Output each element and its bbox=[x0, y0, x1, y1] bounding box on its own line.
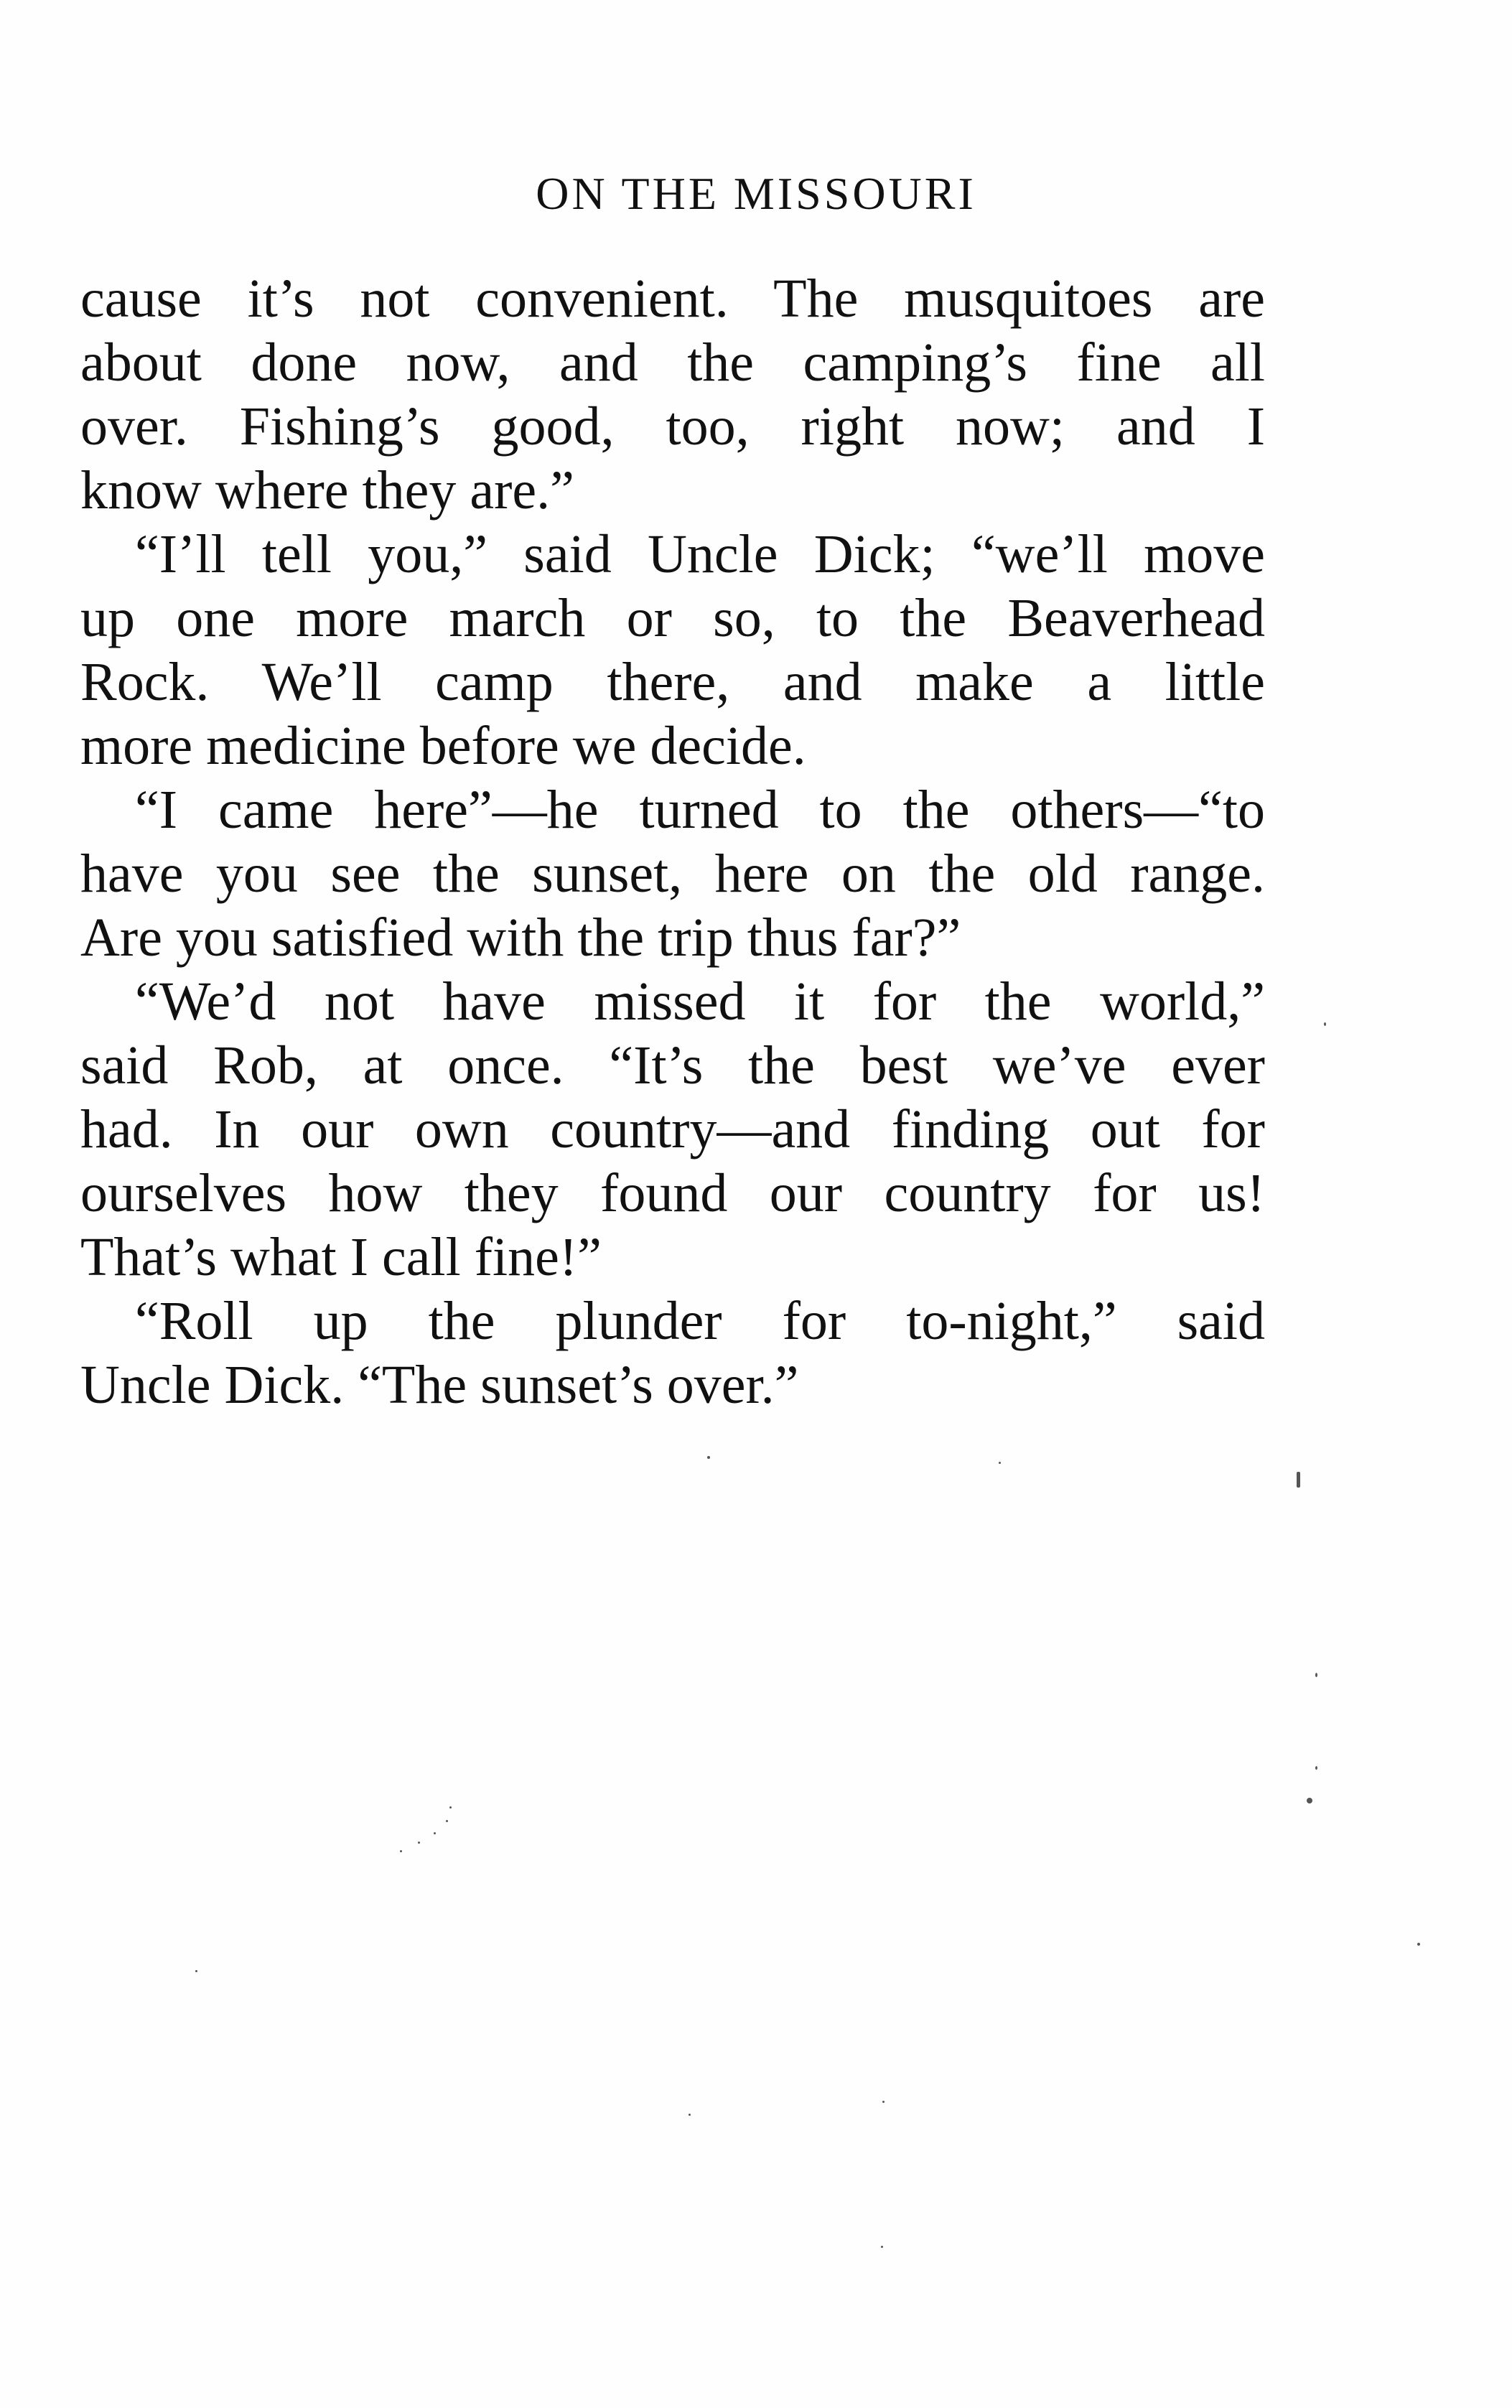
scan-speck bbox=[195, 1970, 197, 1972]
text-line: over. Fishing’s good, too, right now; and I bbox=[80, 396, 1265, 457]
scan-speck bbox=[418, 1842, 420, 1844]
text-line: up one more march or so, to the Beaverhead bbox=[80, 588, 1265, 648]
scan-speck bbox=[707, 1456, 710, 1459]
text-line: cause it’s not convenient. The musquitoes are bbox=[80, 269, 1265, 329]
scan-speck bbox=[400, 1850, 402, 1852]
scan-speck bbox=[1297, 1472, 1300, 1488]
text-line: more medicine before we decide. bbox=[80, 716, 806, 776]
scan-speck bbox=[689, 2114, 691, 2116]
running-head: ON THE MISSOURI bbox=[536, 168, 976, 219]
scan-speck bbox=[1417, 1943, 1420, 1946]
scan-speck bbox=[1315, 1673, 1317, 1677]
text-line: Uncle Dick. “The sunset’s over.” bbox=[80, 1355, 799, 1415]
text-line: Are you satisfied with the trip thus far?” bbox=[80, 907, 961, 968]
text-line: have you see the sunset, here on the old range. bbox=[80, 844, 1265, 904]
scan-speck bbox=[1324, 1022, 1326, 1026]
text-line: “I came here”—he turned to the others—“to bbox=[135, 780, 1265, 840]
text-line: had. In our own country—and finding out for bbox=[80, 1099, 1265, 1159]
text-line: Rock. We’ll camp there, and make a little bbox=[80, 652, 1265, 712]
text-line: “Roll up the plunder for to-night,” said bbox=[135, 1291, 1265, 1351]
scan-speck bbox=[1307, 1798, 1312, 1803]
scan-speck bbox=[434, 1832, 436, 1834]
body-text bbox=[80, 267, 1265, 1417]
text-line: ourselves how they found our country for us! bbox=[80, 1163, 1265, 1223]
scan-speck bbox=[999, 1462, 1001, 1464]
text-line: “I’ll tell you,” said Uncle Dick; “we’ll move bbox=[135, 524, 1265, 584]
scan-speck bbox=[446, 1820, 448, 1822]
text-line: know where they are.” bbox=[80, 460, 574, 521]
scan-speck bbox=[1315, 1766, 1317, 1770]
scan-speck bbox=[881, 2246, 883, 2248]
scan-speck bbox=[449, 1806, 452, 1809]
text-line: about done now, and the camping’s fine all bbox=[80, 332, 1265, 393]
scan-speck bbox=[882, 2101, 885, 2103]
text-line: said Rob, at once. “It’s the best we’ve ever bbox=[80, 1035, 1265, 1096]
text-line: That’s what I call fine!” bbox=[80, 1227, 602, 1287]
text-line: “We’d not have missed it for the world,” bbox=[135, 971, 1265, 1032]
